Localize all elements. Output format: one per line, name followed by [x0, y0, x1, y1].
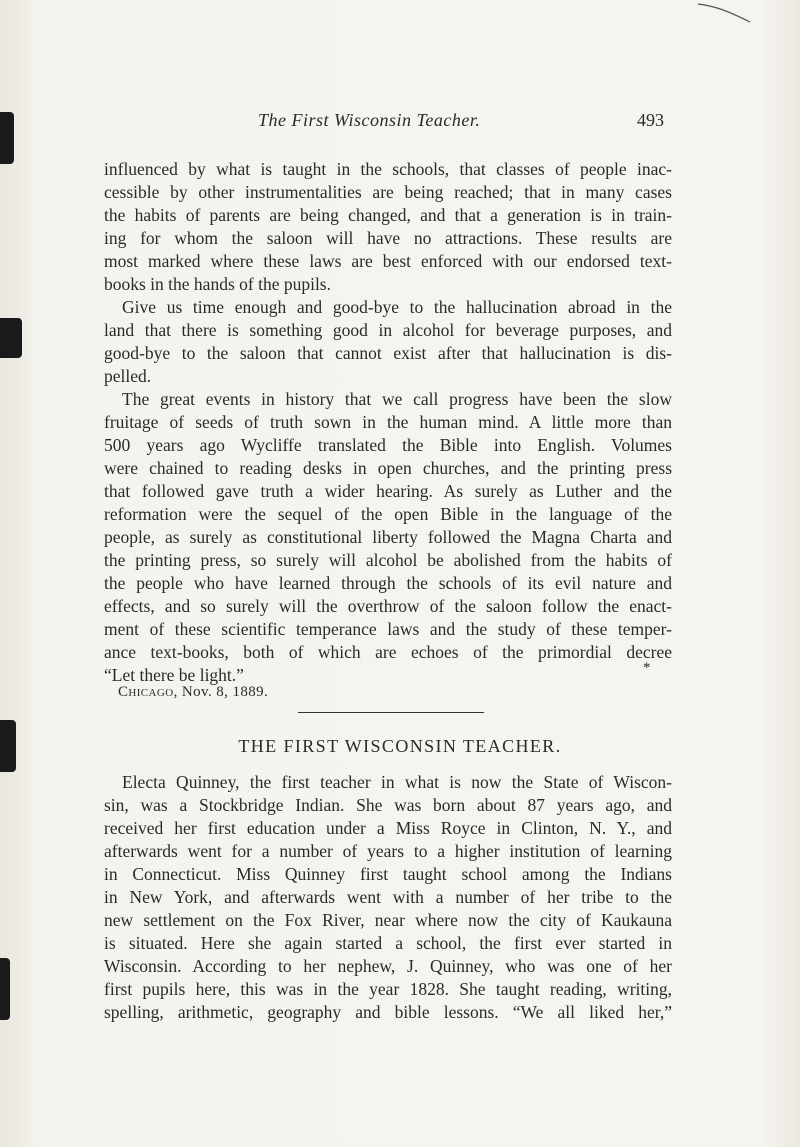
text-line: spelling, arithmetic, geography and bible lessons. “We all liked her,” [104, 1002, 672, 1022]
dateline-place: Chicago, [118, 684, 178, 700]
text-line: land that there is something good in alcohol for beverage purposes, and [104, 320, 672, 340]
text-line: Give us time enough and good-bye to the hallucination abroad in the [122, 297, 672, 317]
text-line: is situated. Here she again started a school, the first ever started in [104, 933, 672, 953]
text-line: effects, and so surely will the overthrow of the saloon follow the enact- [104, 596, 672, 616]
text-line: the printing press, so surely will alcohol be abolished from the habits of [104, 550, 672, 570]
text-line: sin, was a Stockbridge Indian. She was born about 87 years ago, and [104, 795, 672, 815]
text-line: 500 years ago Wycliffe translated the Bible into English. Volumes [104, 435, 672, 455]
text-line: the habits of parents are being changed, and that a generation is in train- [104, 205, 672, 225]
text-line: first pupils here, this was in the year 1828. She taught reading, writing, [104, 979, 672, 999]
text-line: most marked where these laws are best enforced with our endorsed text- [104, 251, 672, 271]
article-body [104, 771, 672, 1024]
page-number: 493 [637, 110, 664, 130]
text-line: Electa Quinney, the first teacher in what is now the State of Wiscon- [122, 772, 672, 792]
text-line: afterwards went for a number of years to a higher institution of learning [104, 841, 672, 861]
text-line: people, as surely as constitutional liberty followed the Magna Charta and [104, 527, 672, 547]
text-line: ment of these scientific temperance laws and the study of these temper- [104, 619, 672, 639]
text-line: good-bye to the saloon that cannot exist after that hallucination is dis- [104, 343, 672, 363]
text-line: new settlement on the Fox River, near where now the city of Kaukauna [104, 910, 672, 930]
text-line: Wisconsin. According to her nephew, J. Quinney, who was one of her [104, 956, 672, 976]
text-line: in Connecticut. Miss Quinney first taught school among the Indians [104, 864, 672, 884]
signature-asterisk: * [643, 660, 651, 676]
dateline-date: Nov. 8, 1889. [177, 684, 269, 700]
text-line: ing for whom the saloon will have no attractions. These results are [104, 228, 672, 248]
text-line: were chained to reading desks in open churches, and the printing press [104, 458, 672, 478]
text-line: fruitage of seeds of truth sown in the human mind. A little more than [104, 412, 672, 432]
section-divider [298, 712, 484, 713]
text-line: books in the hands of the pupils. [104, 274, 331, 294]
text-line: influenced by what is taught in the schools, that classes of people inac- [104, 159, 672, 179]
article-title [0, 736, 800, 757]
text-line: “Let there be light.” [104, 665, 244, 685]
text-line: The great events in history that we call progress have been the slow [122, 389, 672, 409]
text-line: the people who have learned through the schools of its evil nature and [104, 573, 672, 593]
continued-text [104, 158, 672, 687]
text-line: received her first education under a Miss Royce in Clinton, N. Y., and [104, 818, 672, 838]
text-line: in New York, and afterwards went with a number of her tribe to the [104, 887, 672, 907]
text-line: pelled. [104, 366, 152, 386]
article-title-text: THE FIRST WISCONSIN TEACHER. [238, 736, 562, 756]
text-line: that followed gave truth a wider hearing. As surely as Luther and the [104, 481, 672, 501]
dateline [118, 684, 268, 701]
binding-mark [0, 958, 10, 1020]
binding-mark [0, 318, 22, 358]
running-head [0, 110, 800, 134]
pencil-mark [696, 0, 756, 30]
running-title: The First Wisconsin Teacher. [258, 110, 481, 130]
text-line: ance text-books, both of which are echoes of the primordial decree [104, 642, 672, 662]
text-line: reformation were the sequel of the open Bible in the language of the [104, 504, 672, 524]
text-line: cessible by other instrumentalities are being reached; that in many cases [104, 182, 672, 202]
